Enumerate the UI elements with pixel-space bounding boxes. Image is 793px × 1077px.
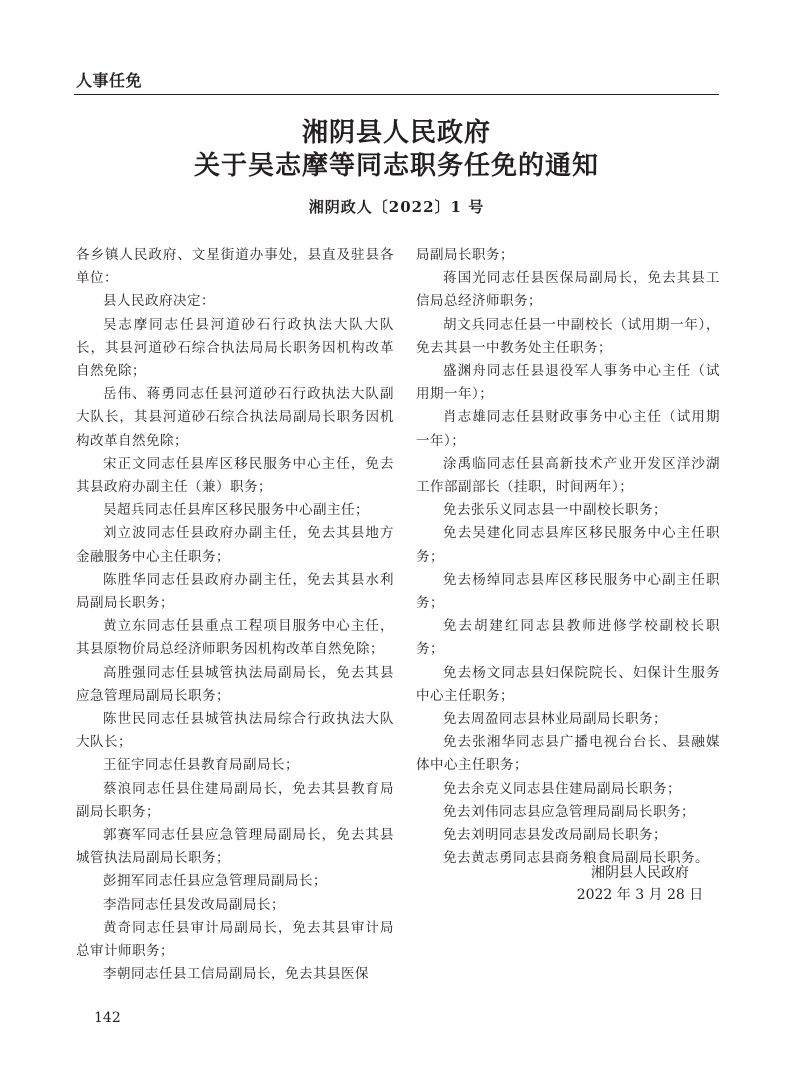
paragraph: 高胜强同志任县城管执法局副局长，免去其县应急管理局副局长职务； [76,664,394,704]
paragraph: 黄立东同志任县重点工程项目服务中心主任，其县原物价局总经济师职务因机构改革自然免除； [76,618,394,658]
paragraph: 免去胡建红同志县教师进修学校副校长职务； [416,618,720,658]
paragraph: 李朝同志任县工信局副局长，免去其县医保 [103,966,369,983]
right-column [416,244,720,870]
paragraph: 郭赛军同志任县应急管理局副局长，免去其县城管执法局副局长职务； [76,827,394,867]
paragraph: 陈胜华同志任县政府办副主任，免去其县水利局副局长职务； [76,571,394,612]
paragraph: 各乡镇人民政府、文星街道办事处，县直及驻县各单位： [76,247,394,287]
paragraph: 黄奇同志任县审计局副局长，免去其县审计局总审计师职务； [76,919,394,960]
paragraph: 胡文兵同志任县一中副校长（试用期一年），免去其县一中教务处主任职务； [416,316,720,356]
paragraph: 免去杨绰同志县库区移民服务中心副主任职务； [416,571,720,612]
paragraph: 免去吴建化同志县库区移民服务中心主任职务； [416,525,720,565]
paragraph: 宋正文同志任县库区移民服务中心主任，免去其县政府办副主任（兼）职务； [76,455,394,496]
paragraph: 局副局长职务； [416,247,514,263]
paragraph: 免去余克义同志县住建局副局长职务； [443,780,681,797]
paragraph: 县人民政府决定： [103,293,215,310]
paragraph: 免去黄志勇同志县商务粮食局副局长职务。 [443,850,709,867]
paragraph: 吴志摩同志任县河道砂石行政执法大队大队长，其县河道砂石综合执法局局长职务因机构改革自然免除； [76,316,394,380]
paragraph: 陈世民同志任县城管执法局综合行政执法大队大队长； [76,711,394,751]
paragraph: 吴超兵同志任县库区移民服务中心副主任； [103,502,369,519]
paragraph: 免去刘明同志县发改局副局长职务； [443,827,667,844]
signature-org: 湘阴县人民政府 [591,865,689,881]
paragraph: 岳伟、蒋勇同志任县河道砂石行政执法大队副大队长，其县河道砂石综合执法局副局长职务因机构改革自然免除； [76,386,394,449]
paragraph: 王征宇同志任县教育局副局长； [103,757,299,774]
doc-title-line-1: 湘阴县人民政府 [301,118,491,148]
paragraph: 免去张乐义同志县一中副校长职务； [443,502,667,519]
paragraph: 免去张湘华同志县广播电视台台长、县融媒体中心主任职务； [416,734,720,774]
paragraph: 盛渊舟同志任县退役军人事务中心主任（试用期一年）； [416,363,720,403]
paragraph: 蒋国光同志任县医保局副局长，免去其县工信局总经济师职务； [416,270,720,310]
paragraph: 刘立波同志任县政府办副主任，免去其县地方金融服务中心主任职务； [76,525,394,565]
left-column [76,244,394,987]
doc-title-line-2: 关于吴志摩等同志职务任免的通知 [193,151,599,181]
document-number: 湘阴政人〔2022〕1 号 [308,198,485,216]
paragraph: 肖志雄同志任县财政事务中心主任（试用期一年）； [416,409,720,449]
paragraph: 彭拥军同志任县应急管理局副局长； [103,873,327,890]
paragraph: 免去刘伟同志县应急管理局副局长职务； [443,803,695,820]
section-header: 人事任免 [76,71,143,90]
paragraph: 蔡浪同志任县住建局副局长，免去其县教育局副局长职务； [76,780,394,820]
header-divider [74,94,719,95]
signature-date: 2022 年 3 月 28 日 [576,887,704,903]
paragraph: 涂禹临同志任县高新技术产业开发区洋沙湖工作部副部长（挂职，时间两年）； [416,455,720,496]
page-number: 142 [94,1010,121,1026]
paragraph: 免去周盈同志县林业局副局长职务； [443,711,667,728]
paragraph: 李浩同志任县发改局副局长； [103,896,285,913]
paragraph: 免去杨文同志县妇保院院长、妇保计生服务中心主任职务； [416,664,720,704]
